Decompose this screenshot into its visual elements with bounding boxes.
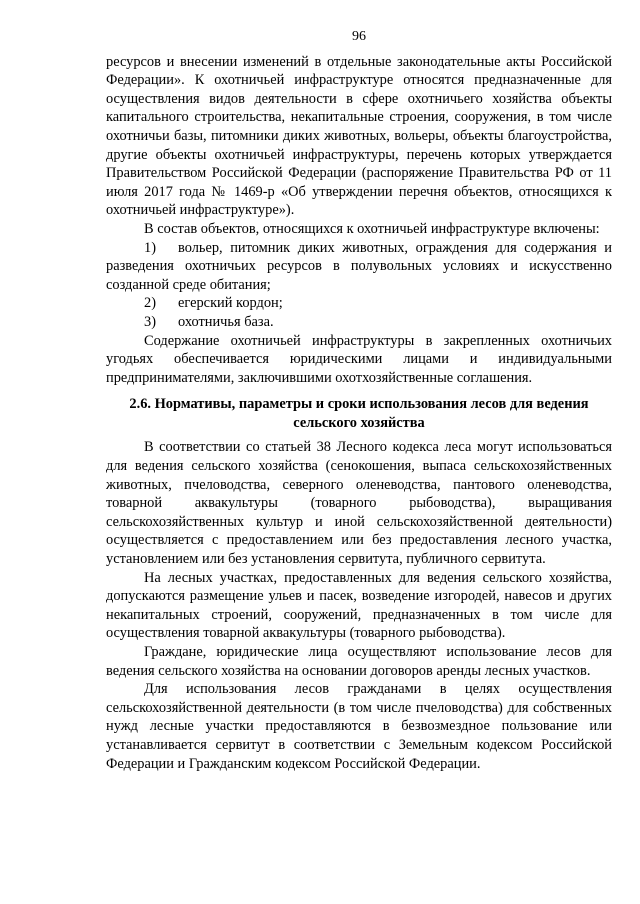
list-item: [106, 294, 612, 313]
section-heading: 2.6. Нормативы, параметры и сроки использования лесов для ведения сельского хозяйства: [129, 396, 589, 431]
page-number: 96: [352, 29, 366, 44]
paragraph: ресурсов и внесении изменений в отдельные законодательные акты Российской Федерации». К охотничьей инфраструктуре относятся предназначенные для осуществления видов деятельности в сфере охотничьего хозяйства объекты капитального строительства, некапитальные строения, сооружения, в том числе охотничьи базы, питомники диких животных, вольеры, объекты благоустройства, другие объекты охотничьей инфраструктуры, перечень которых утверждается Правительством Российской Федерации (распоряжение Правительства РФ от 11 июля 2017 года № 1469-р «Об утверждении перечня объектов, относящихся к охотничьей инфраструктуре»).: [106, 53, 612, 219]
infrastructure-list: [106, 239, 612, 332]
list-text: егерский кордон;: [178, 295, 283, 312]
list-item: [106, 239, 612, 295]
list-number: 1): [144, 239, 156, 256]
paragraph: Для использования лесов гражданами в целях осуществления сельскохозяйственной деятельности (в том числе пчеловодства) для собственных нужд лесные участки предоставляются в безвозмездное пользование или устанавливается сервитут в соответствии с Земельным кодексом Российской Федерации и Гражданским кодексом Российской Федерации.: [106, 681, 612, 772]
list-number: 3): [144, 313, 156, 330]
list-text: вольер, питомник диких животных, ограждения для содержания и разведения охотничьих ресурсов в полувольных условиях и искусственно созданной среде обитания;: [106, 239, 612, 293]
list-item: [106, 313, 612, 332]
paragraph: В соответствии со статьей 38 Лесного кодекса леса могут использоваться для ведения сельского хозяйства (сенокошения, выпаса сельскохозяйственных животных, пчеловодства, северного оленеводства, пантового оленеводства, товарной аквакультуры (товарного рыбоводства), выращивания сельскохозяйственных культур и иной сельскохозяйственной деятельности) осуществляется с предоставлением или без предоставления лесного участка, установлением или без установления сервитута, публичного сервитута.: [106, 439, 612, 568]
paragraph: На лесных участках, предоставленных для ведения сельского хозяйства, допускаются размещение ульев и пасек, возведение изгородей, навесов и других некапитальных строений, сооружений, предназначенных в том числе для осуществления товарной аквакультуры (товарного рыбоводства).: [106, 569, 612, 642]
paragraph: Граждане, юридические лица осуществляют использование лесов для ведения сельского хозяйства на основании договоров аренды лесных участков.: [106, 644, 612, 679]
list-text: охотничья база.: [178, 313, 274, 330]
paragraph: В состав объектов, относящихся к охотничьей инфраструктуре включены:: [144, 220, 600, 237]
paragraph: Содержание охотничьей инфраструктуры в закрепленных охотничьих угодьях обеспечивается юридическими лицами и индивидуальными предпринимателями, заключившими охотхозяйственные соглашения.: [106, 332, 612, 386]
list-number: 2): [144, 295, 156, 312]
